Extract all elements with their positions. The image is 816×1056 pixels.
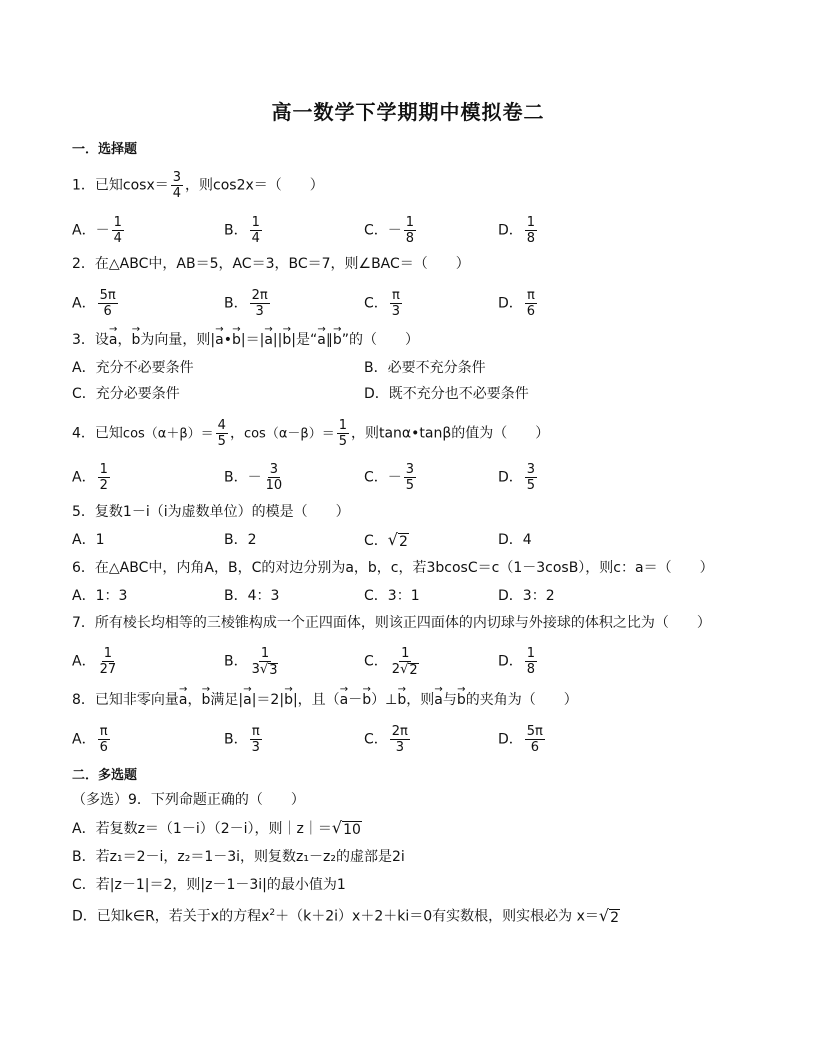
q3-option-c[interactable]: C．充分必要条件 xyxy=(72,386,180,402)
question-2: 2．在△ABC中，AB＝5，AC＝3，BC＝7，则∠BAC＝（ ） xyxy=(72,256,470,272)
question-3: 3．设→ a，→ b为向量，则|→ a•→ b|＝|→ a||→ b|是“→ a∥→ b”的（ ） xyxy=(72,330,419,350)
q5-option-a[interactable]: A．1 xyxy=(72,532,105,548)
q1-option-a[interactable]: A．－ $\frac{1}{4}$ xyxy=(72,215,122,246)
q4-option-b[interactable]: B．－ $\frac{3}{10}$ xyxy=(224,462,283,493)
q3-option-a[interactable]: A．充分不必要条件 xyxy=(72,360,194,376)
question-7: 7．所有棱长均相等的三棱锥构成一个正四面体，则该正四面体的内切球与外接球的体积之比为（ ） xyxy=(72,615,711,631)
question-6: 6．在△ABC中，内角A，B，C的对边分别为a，b，c，若3bcosC＝c（1－3cosB），则c：a＝（ ） xyxy=(72,560,714,576)
q4-option-d[interactable]: D． $\frac{3}{5}$ xyxy=(498,462,536,493)
sqrt: √ 2 xyxy=(387,530,408,550)
q9-option-b[interactable]: B．若z₁＝2－i，z₂＝1－3i，则复数z₁－z₂的虚部是2i xyxy=(72,849,405,865)
q6-option-a[interactable]: A．1：3 xyxy=(72,588,128,604)
q2-option-d[interactable]: D． $\frac{\pi}{6}$ xyxy=(498,288,536,319)
q9-option-a[interactable]: A．若复数z＝（1－i）（2－i），则｜z｜＝ √ 10 xyxy=(72,818,361,838)
q3-option-d[interactable]: D．既不充分也不必要条件 xyxy=(364,386,529,402)
q4-option-a[interactable]: A． $\frac{1}{2}$ xyxy=(72,462,108,493)
q9-option-c[interactable]: C．若|z－1|＝2，则|z－1－3i|的最小值为1 xyxy=(72,877,346,893)
q3-option-b[interactable]: B．必要不充分条件 xyxy=(364,360,486,376)
q7-option-d[interactable]: D． $\frac{1}{8}$ xyxy=(498,646,536,677)
q8-option-c[interactable]: C． $\frac{2\pi}{3}$ xyxy=(364,724,408,755)
q5-option-d[interactable]: D．4 xyxy=(498,532,532,548)
q1-option-c[interactable]: C．－ $\frac{1}{8}$ xyxy=(364,215,415,246)
q1-option-b[interactable]: B． $\frac{1}{4}$ xyxy=(224,215,260,246)
question-8: 8．已知非零向量→ a，→ b满足|→ a|＝2|→ b|，且（→ a－→ b）⊥→ b，则→ a与→ b的夹角为（ ） xyxy=(72,690,578,710)
question-1: 1．已知cosx＝ $\frac{3}{4}$ ，则cos2x＝（ ） xyxy=(72,170,324,201)
q7-option-a[interactable]: A． $\frac{1}{27}$ xyxy=(72,646,117,677)
section-heading-choice: 一．选择题 xyxy=(72,142,138,157)
section-heading-multi: 二．多选题 xyxy=(72,768,138,783)
q8-option-b[interactable]: B． $\frac{\pi}{3}$ xyxy=(224,724,260,755)
question-4: 4．已知cos（α＋β）＝ $\frac{4}{5}$ ，cos（α－β）＝ $\frac{1}{5}$ ，则tanα•tanβ的值为（ ） xyxy=(72,418,550,449)
page-title: 高一数学下学期期中模拟卷二 xyxy=(271,100,545,124)
q6-option-c[interactable]: C．3：1 xyxy=(364,588,420,604)
q7-option-b[interactable]: B． 1 3 √ 3 xyxy=(224,646,278,678)
q1-option-d[interactable]: D． $\frac{1}{8}$ xyxy=(498,215,536,246)
q2-option-b[interactable]: B． $\frac{2\pi}{3}$ xyxy=(224,288,268,319)
q5-option-b[interactable]: B．2 xyxy=(224,532,257,548)
q4-option-c[interactable]: C．－ $\frac{3}{5}$ xyxy=(364,462,415,493)
q2-option-a[interactable]: A． $\frac{5\pi}{6}$ xyxy=(72,288,116,319)
fraction: $\frac{3}{4}$ xyxy=(172,170,182,201)
q6-option-d[interactable]: D．3：2 xyxy=(498,588,555,604)
q5-option-c[interactable]: C． √ 2 xyxy=(364,530,408,550)
q7-option-c[interactable]: C． 1 2 √ 2 xyxy=(364,646,418,678)
q9-option-d[interactable]: D．已知k∈R，若关于x的方程$x^2+(k+2i)x+2+ki=0$有实数根，则实根必为 x＝ √ 2 xyxy=(72,905,619,926)
question-9: （多选）9．下列命题正确的（ ） xyxy=(72,792,305,808)
q8-option-d[interactable]: D． $\frac{5\pi}{6}$ xyxy=(498,724,543,755)
q8-option-a[interactable]: A． $\frac{\pi}{6}$ xyxy=(72,724,108,755)
q6-option-b[interactable]: B．4：3 xyxy=(224,588,280,604)
question-5: 5．复数1－i（i为虚数单位）的模是（ ） xyxy=(72,504,350,520)
q2-option-c[interactable]: C． $\frac{\pi}{3}$ xyxy=(364,288,401,319)
